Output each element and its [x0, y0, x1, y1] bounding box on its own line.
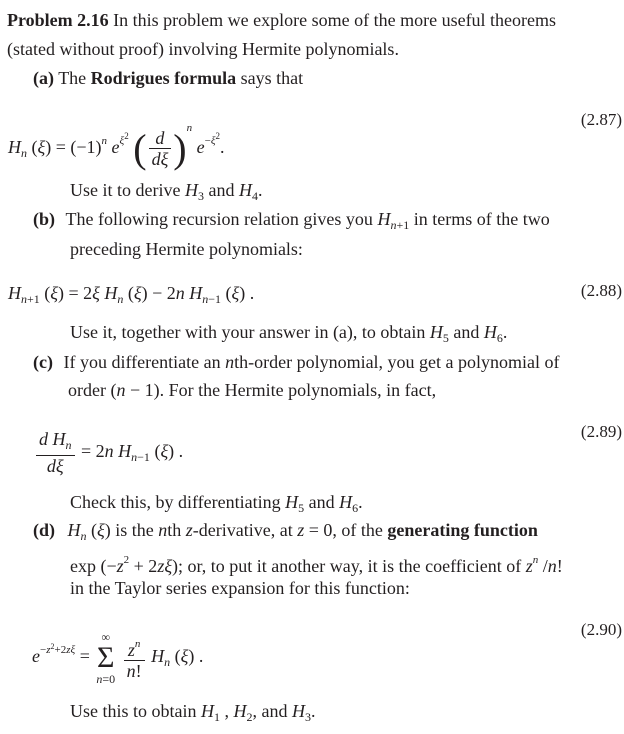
problem-intro-line1	[7, 8, 556, 32]
equation-2-88: $H_{n+1}$ (ξ) = 2ξ $H_n$ (ξ) − 2n $H_{n-1}$ (ξ) .	[8, 283, 255, 306]
problem-label: Problem 2.16	[7, 10, 109, 30]
eq-number-2-89: (2.89)	[580, 422, 622, 441]
eq-number-2-88: (2.88)	[580, 281, 622, 300]
part-d-line1: (d) $H_n$ (ξ) is the nth z-derivative, at z = 0, of the generating function	[33, 520, 538, 543]
rodrigues-formula-term: Rodrigues formula	[90, 68, 237, 88]
generating-function-term: generating function	[387, 520, 538, 540]
eq-number-2-87: (2.87)	[580, 110, 622, 129]
part-c-line2: order (n − 1). For the Hermite polynomials, in fact,	[68, 380, 437, 400]
equation-2-87: $H_n$ $(\xi) = (-1)^n$ $e^{\xi 2}$ ( $\frac{d}{d\xi}$ )$^n$ $e^{-\xi 2}$.	[8, 122, 225, 171]
part-b-line1: (b) The following recursion relation gives you $H_{n+1}$ in terms of the two	[33, 209, 550, 232]
equation-2-90: $e^{-z^2+2z\xi}$ = ∞ Σ n=0 $\frac{z^n}{n!}$ $H_n$ (ξ) .	[32, 629, 204, 686]
part-d-line3: in the Taylor series expansion for this function:	[70, 578, 410, 598]
part-a-heading: (a) The Rodrigues formula says that	[33, 68, 304, 88]
problem-intro-line2: (stated without proof) involving Hermite polynomials.	[7, 39, 399, 59]
part-b-followup: Use it, together with your answer in (a), to obtain $H_5$ and $H_6$.	[70, 322, 508, 345]
part-d-label: (d)	[33, 520, 55, 540]
part-a-label: (a)	[33, 68, 54, 88]
part-b-line2: preceding Hermite polynomials:	[70, 239, 303, 259]
problem-intro-text: In this problem we explore some of the more useful theorems	[113, 10, 557, 30]
equation-2-89: $\frac{d H_n}{d\xi}$ = 2n $H_{n-1}$ (ξ) .	[34, 424, 183, 484]
part-c-line1: (c) If you differentiate an nth-order polynomial, you get a polynomial of	[33, 352, 560, 372]
part-d-line2: $\exp (-z^2 + 2z\xi)$; or, to put it another way, it is the coefficient of $z^n$ /n!	[70, 554, 563, 576]
part-c-label: (c)	[33, 352, 53, 372]
part-b-label: (b)	[33, 209, 55, 229]
part-d-followup: Use this to obtain $H_1$ , $H_2$, and $H_3$.	[70, 701, 316, 724]
part-c-followup: Check this, by differentiating $H_5$ and $H_6$.	[70, 492, 363, 515]
part-a-followup: Use it to derive $H_3$ and $H_4$.	[70, 180, 263, 203]
eq-number-2-90: (2.90)	[580, 620, 622, 639]
